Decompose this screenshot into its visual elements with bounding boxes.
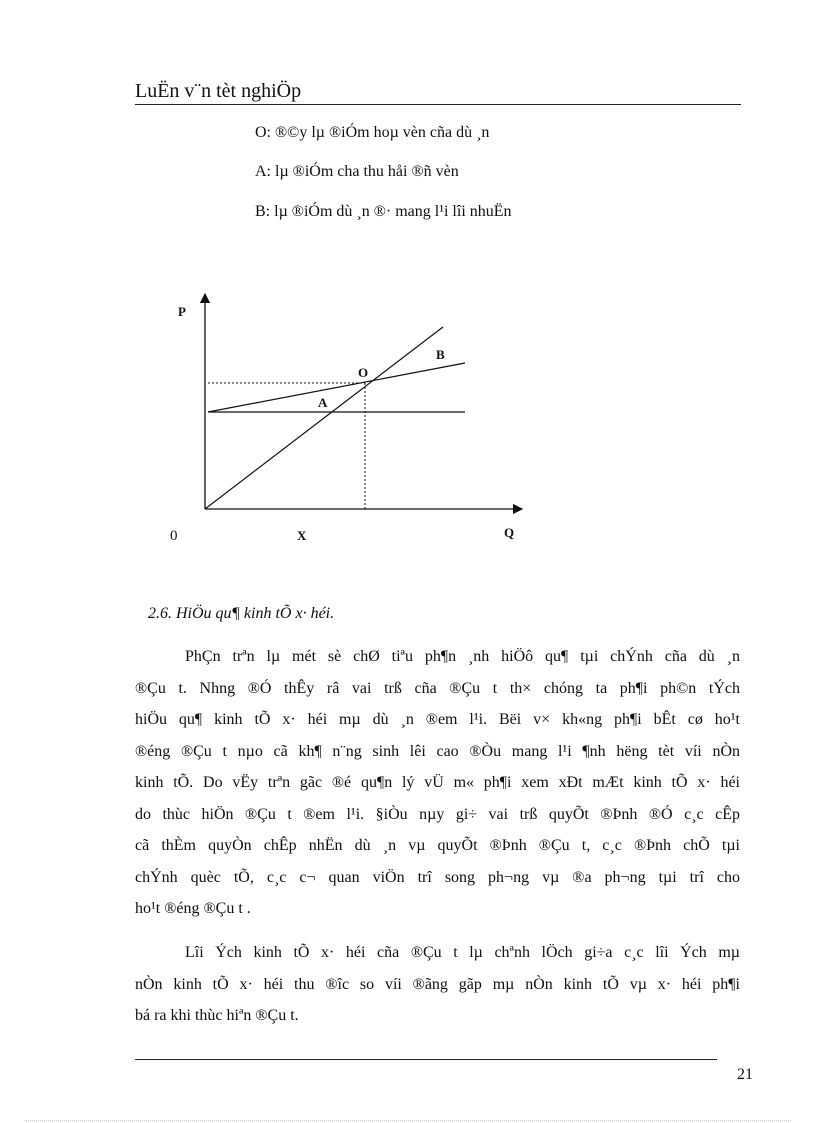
section-heading: 2.6. HiÖu qu¶ kinh tÕ x· héi. [148, 605, 335, 622]
paragraph-line: hiÖu qu¶ kinh tÕ x· héi mµ dù ¸n ®em l¹i. Bëi v× kh«ng ph¶i bÊt cø ho¹t [135, 711, 740, 728]
origin-label: 0 [170, 528, 178, 544]
paragraph-1 [135, 641, 740, 925]
paragraph-line: ®Çu t. Nhng ®Ó thÊy râ vai trß cña ®Çu t th× chóng ta ph¶i ph©n tÝch [135, 679, 740, 697]
header-divider [135, 104, 741, 105]
legend-line-a: A: lµ ®iÓm cha thu håi ®ñ vèn [255, 163, 459, 180]
page-number: 21 [737, 1066, 753, 1083]
x-mark-label: X [297, 528, 307, 543]
paragraph-line: chÝnh quèc tÕ, c¸c c¬ quan viÖn trî song ph¬ng vµ ®a ph¬ng tµi trî cho [135, 868, 740, 886]
paragraph-line: do thùc hiÖn ®Çu t ®em l¹i. §iÒu nµy gi÷ vai trß quyÕt ®Þnh ®Ó c¸c cÊp [135, 805, 740, 823]
paragraph-line: bá ra khi thùc hiªn ®Çu t. [135, 1007, 299, 1024]
total-cost-line [208, 363, 465, 412]
paragraph-line: ®éng ®Çu t nµo cã kh¶ n¨ng sinh lêi cao ®Òu mang l¹i ¶nh hëng tèt víi nÒn [135, 742, 740, 760]
paragraph-line: PhÇn trªn lµ mét sè chØ tiªu ph¶n ¸nh hiÖô qu¶ tµi chÝnh cña dù ¸n [185, 648, 740, 665]
point-o-label: O [358, 365, 369, 380]
page-bottom-edge [25, 1120, 791, 1121]
paragraph-2 [135, 937, 740, 1032]
paragraph-line: kinh tÕ. Do vËy trªn gãc ®é qu¶n lý vÜ m« ph¶i xem xÐt mÆt kinh tÕ x· héi [135, 774, 740, 791]
paragraph-line: cã thÈm quyÒn chÊp nhËn dù ¸n vµ quyÕt ®Þnh ®Çu t, c¸c ®Þnh chÕ tµi [135, 837, 740, 854]
legend-line-o: O: ®©y lµ ®iÓm hoµ vèn cña dù ¸n [255, 124, 490, 141]
paragraph-line: nÒn kinh tÕ x· héi thu ®îc so víi ®ãng gãp mµ nÒn kinh tÕ vµ x· héi ph¶i [135, 975, 740, 993]
y-axis-label: P [178, 304, 186, 319]
x-axis-label: Q [504, 525, 515, 540]
point-b-label: B [436, 347, 445, 362]
legend-line-b: B: lµ ®iÓm dù ¸n ®· mang l¹i lîi nhuËn [255, 203, 512, 220]
point-a-label: A [318, 395, 328, 410]
break-even-diagram [160, 290, 540, 550]
revenue-line [205, 327, 443, 509]
paragraph-line: ho¹t ®éng ®Çu t . [135, 900, 251, 917]
footer-divider [135, 1059, 717, 1060]
running-header: LuËn v¨n tèt nghiÖp [135, 80, 302, 102]
paragraph-line: Lîi Ých kinh tÕ x· héi cña ®Çu t lµ chªnh lÖch gi÷a c¸c lîi Ých mµ [185, 944, 740, 961]
